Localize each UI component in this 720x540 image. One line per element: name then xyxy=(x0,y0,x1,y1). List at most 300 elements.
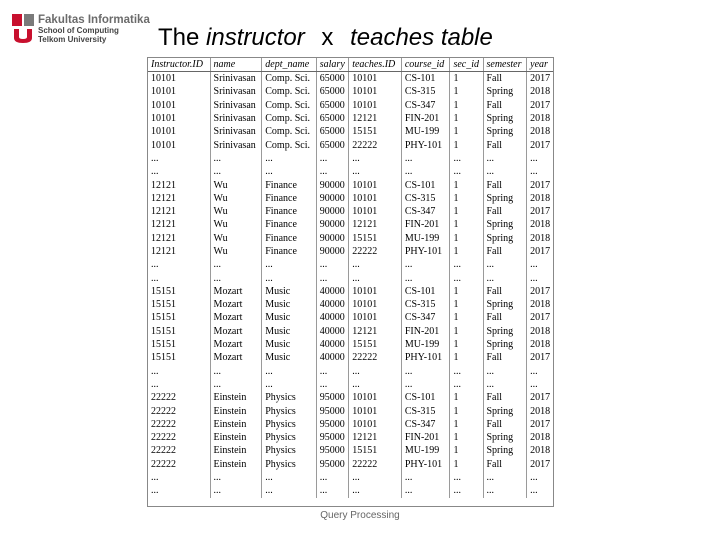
table-cell: 22222 xyxy=(148,418,210,431)
table-cell: Einstein xyxy=(210,418,262,431)
table-cell: ... xyxy=(401,258,450,271)
table-cell: Comp. Sci. xyxy=(262,138,317,151)
table-cell: 15151 xyxy=(349,125,402,138)
column-header: sec_id xyxy=(450,58,483,72)
table-cell: ... xyxy=(262,258,317,271)
table-cell: ... xyxy=(210,471,262,484)
table-cell: Einstein xyxy=(210,444,262,457)
table-cell: Wu xyxy=(210,232,262,245)
table-cell: Music xyxy=(262,298,317,311)
table-cell: 15151 xyxy=(148,338,210,351)
table-cell: ... xyxy=(349,365,402,378)
column-header: dept_name xyxy=(262,58,317,72)
table-cell: Mozart xyxy=(210,311,262,324)
table-cell: 2018 xyxy=(530,299,551,311)
table-cell: Srinivasan xyxy=(210,99,262,112)
title-cross-symbol: x xyxy=(321,24,334,51)
table-cell: 65000 xyxy=(316,99,348,112)
table-row xyxy=(148,311,553,324)
table-cell: ... xyxy=(450,471,483,484)
table-row xyxy=(148,271,553,284)
table-cell: Fall xyxy=(483,311,527,324)
table-cell: 22222 xyxy=(148,458,210,471)
table-cell: 12121 xyxy=(148,205,210,218)
table-cell: 95000 xyxy=(316,404,348,417)
table-row xyxy=(148,404,553,417)
table-cell: Fall xyxy=(483,245,527,258)
table-cell: ... xyxy=(148,471,210,484)
table-cell: 2017 xyxy=(530,312,551,324)
university-logo xyxy=(8,8,158,50)
table-cell: 1 xyxy=(450,72,483,86)
table-cell: 1 xyxy=(450,391,483,404)
table-cell: MU-199 xyxy=(401,232,450,245)
table-cell: 1 xyxy=(450,285,483,298)
table-cell: ... xyxy=(349,258,402,271)
table-cell: ... xyxy=(530,166,538,178)
table-cell: FIN-201 xyxy=(401,325,450,338)
table-cell: 2017 xyxy=(530,206,551,218)
table-cell: 10101 xyxy=(349,205,402,218)
table-cell: 2017 xyxy=(530,285,551,297)
table-row xyxy=(148,85,553,98)
table-cell: ... xyxy=(262,365,317,378)
table-row xyxy=(148,72,553,86)
table-cell: CS-315 xyxy=(401,298,450,311)
table-cell: ... xyxy=(530,152,538,164)
table-cell: 1 xyxy=(450,178,483,191)
table-cell: 22222 xyxy=(349,458,402,471)
table-cell: 15151 xyxy=(349,338,402,351)
table-cell: 10101 xyxy=(349,298,402,311)
table-cell: Physics xyxy=(262,404,317,417)
table-cell: Spring xyxy=(483,125,527,138)
table-cell: 1 xyxy=(450,431,483,444)
table-cell: ... xyxy=(483,365,527,378)
table-cell: 22222 xyxy=(148,444,210,457)
table-cell: 12121 xyxy=(148,192,210,205)
table-cell: Einstein xyxy=(210,458,262,471)
column-header: name xyxy=(210,58,262,72)
table-cell: 22222 xyxy=(148,404,210,417)
table-cell: ... xyxy=(210,271,262,284)
table-cell: 1 xyxy=(450,311,483,324)
logo-school-name: School of Computing xyxy=(38,25,119,35)
table-cell: Spring xyxy=(483,431,527,444)
table-row xyxy=(148,178,553,191)
table-cell: FIN-201 xyxy=(401,112,450,125)
table-row xyxy=(148,444,553,457)
table-cell: 12121 xyxy=(148,178,210,191)
table-cell: Music xyxy=(262,325,317,338)
table-row xyxy=(148,232,553,245)
table-row xyxy=(148,298,553,311)
table-row xyxy=(148,378,553,391)
table-cell: 1 xyxy=(450,298,483,311)
table-cell: 10101 xyxy=(349,178,402,191)
table-cell: Physics xyxy=(262,444,317,457)
table-cell: 65000 xyxy=(316,85,348,98)
table-cell: 90000 xyxy=(316,245,348,258)
table-cell: 90000 xyxy=(316,192,348,205)
table-cell: ... xyxy=(148,165,210,178)
table-cell: 1 xyxy=(450,125,483,138)
table-cell: 1 xyxy=(450,138,483,151)
table-cell: Spring xyxy=(483,218,527,231)
table-cell: 12121 xyxy=(349,325,402,338)
table-cell: 10101 xyxy=(349,418,402,431)
table-cell: 2017 xyxy=(530,458,551,470)
table-cell: PHY-101 xyxy=(401,351,450,364)
table-cell: Music xyxy=(262,285,317,298)
table-cell: ... xyxy=(262,165,317,178)
table-row xyxy=(148,192,553,205)
table-cell: 40000 xyxy=(316,311,348,324)
table-cell: 40000 xyxy=(316,285,348,298)
table-body xyxy=(148,72,553,498)
table-cell: 1 xyxy=(450,112,483,125)
table-cell: 95000 xyxy=(316,431,348,444)
table-cell: Finance xyxy=(262,192,317,205)
table-cell: ... xyxy=(349,271,402,284)
table-cell: 65000 xyxy=(316,72,348,86)
table-cell: MU-199 xyxy=(401,444,450,457)
table-cell: Wu xyxy=(210,218,262,231)
table-cell: CS-347 xyxy=(401,99,450,112)
table-cell: Spring xyxy=(483,85,527,98)
table-cell: ... xyxy=(349,378,402,391)
table-cell: 22222 xyxy=(148,431,210,444)
table-cell: 22222 xyxy=(148,391,210,404)
table-cell: 40000 xyxy=(316,351,348,364)
table-cell: 95000 xyxy=(316,458,348,471)
telkom-logo-icon xyxy=(12,14,34,44)
table-row xyxy=(148,165,553,178)
table-cell: 15151 xyxy=(148,298,210,311)
table-cell: ... xyxy=(483,165,527,178)
table-cell: Spring xyxy=(483,192,527,205)
table-cell: 22222 xyxy=(349,245,402,258)
table-cell: ... xyxy=(401,378,450,391)
table-cell: ... xyxy=(349,152,402,165)
table-cell: 1 xyxy=(450,99,483,112)
table-cell: 10101 xyxy=(349,285,402,298)
table-cell: ... xyxy=(401,484,450,497)
table-cell: 10101 xyxy=(148,72,210,86)
table-cell: 12121 xyxy=(148,218,210,231)
table-cell: 40000 xyxy=(316,338,348,351)
table-row xyxy=(148,99,553,112)
table-cell: 10101 xyxy=(148,85,210,98)
table-row xyxy=(148,205,553,218)
table-cell: ... xyxy=(483,378,527,391)
table-cell: Spring xyxy=(483,298,527,311)
table-cell: 10101 xyxy=(349,72,402,86)
table-cell: ... xyxy=(530,472,538,484)
table-cell: ... xyxy=(210,378,262,391)
table-cell: ... xyxy=(450,165,483,178)
table-cell: 12121 xyxy=(148,232,210,245)
table-row xyxy=(148,471,553,484)
table-cell: 15151 xyxy=(148,285,210,298)
table-cell: Srinivasan xyxy=(210,125,262,138)
table-cell: Fall xyxy=(483,351,527,364)
table-cell: 95000 xyxy=(316,391,348,404)
table-cell: ... xyxy=(148,258,210,271)
table-cell: ... xyxy=(316,378,348,391)
table-cell: Srinivasan xyxy=(210,112,262,125)
table-cell: ... xyxy=(316,152,348,165)
table-cell: 2017 xyxy=(530,418,551,430)
title-the: The xyxy=(158,24,200,51)
table-cell: ... xyxy=(210,484,262,497)
table-cell: Finance xyxy=(262,205,317,218)
table-cell: Srinivasan xyxy=(210,72,262,86)
table-cell: ... xyxy=(349,484,402,497)
table-row xyxy=(148,365,553,378)
table-cell: Einstein xyxy=(210,391,262,404)
table-cell: 90000 xyxy=(316,205,348,218)
table-cell: CS-347 xyxy=(401,418,450,431)
table-cell: Einstein xyxy=(210,431,262,444)
table-cell: Physics xyxy=(262,431,317,444)
table-row xyxy=(148,125,553,138)
table-cell: CS-101 xyxy=(401,178,450,191)
table-cell: ... xyxy=(530,378,538,390)
table-row xyxy=(148,484,553,497)
table-cell: ... xyxy=(483,271,527,284)
table-cell: ... xyxy=(450,365,483,378)
table-cell: ... xyxy=(316,365,348,378)
table-cell: 1 xyxy=(450,232,483,245)
table-cell: 1 xyxy=(450,444,483,457)
table-cell: ... xyxy=(148,271,210,284)
table-cell: 10101 xyxy=(349,391,402,404)
table-cell: 12121 xyxy=(148,245,210,258)
table-header-row xyxy=(148,58,553,72)
table-cell: Spring xyxy=(483,325,527,338)
table-cell: 22222 xyxy=(349,351,402,364)
table-cell: Spring xyxy=(483,404,527,417)
table-cell: Physics xyxy=(262,391,317,404)
table-cell: Physics xyxy=(262,418,317,431)
table-cell: Fall xyxy=(483,458,527,471)
footer-label: Query Processing xyxy=(320,510,400,521)
table-cell: 1 xyxy=(450,418,483,431)
table-cell: Comp. Sci. xyxy=(262,112,317,125)
table-cell: ... xyxy=(210,365,262,378)
table-cell: Fall xyxy=(483,285,527,298)
table-cell: 10101 xyxy=(148,112,210,125)
table-cell: 2018 xyxy=(530,219,551,231)
table-cell: ... xyxy=(148,365,210,378)
table-cell: 1 xyxy=(450,205,483,218)
table-cell: 15151 xyxy=(148,325,210,338)
table-cell: 12121 xyxy=(349,431,402,444)
table-cell: Wu xyxy=(210,205,262,218)
table-cell: Wu xyxy=(210,245,262,258)
table-cell: 2018 xyxy=(530,339,551,351)
table-cell: 1 xyxy=(450,338,483,351)
table-cell: 2017 xyxy=(530,99,551,111)
table-cell: 65000 xyxy=(316,138,348,151)
table-cell: CS-347 xyxy=(401,311,450,324)
table-cell: ... xyxy=(316,471,348,484)
table-cell: 65000 xyxy=(316,112,348,125)
table-cell: 2017 xyxy=(530,179,551,191)
table-cell: 95000 xyxy=(316,418,348,431)
table-cell: Mozart xyxy=(210,298,262,311)
table-cell: Music xyxy=(262,311,317,324)
column-header: Instructor.ID xyxy=(148,58,210,72)
table-cell: ... xyxy=(262,484,317,497)
table-cell: 10101 xyxy=(349,85,402,98)
table-cell: 12121 xyxy=(349,218,402,231)
table-cell: ... xyxy=(530,365,538,377)
table-cell: 1 xyxy=(450,245,483,258)
table-cell: Fall xyxy=(483,205,527,218)
table-cell: Fall xyxy=(483,99,527,112)
table-cell: ... xyxy=(401,165,450,178)
table-cell: PHY-101 xyxy=(401,245,450,258)
table-cell: ... xyxy=(401,471,450,484)
table-cell: Mozart xyxy=(210,351,262,364)
table-cell: ... xyxy=(316,258,348,271)
table-cell: 1 xyxy=(450,218,483,231)
table-cell: ... xyxy=(316,271,348,284)
logo-university-name: Telkom University xyxy=(38,34,107,44)
table-cell: Fall xyxy=(483,418,527,431)
table-cell: 2018 xyxy=(530,126,551,138)
table-cell: Finance xyxy=(262,232,317,245)
table-cell: MU-199 xyxy=(401,338,450,351)
title-teaches: teaches xyxy=(350,24,435,51)
table-cell: 90000 xyxy=(316,232,348,245)
table-cell: 2018 xyxy=(530,405,551,417)
table-cell: 1 xyxy=(450,325,483,338)
table-cell: 1 xyxy=(450,192,483,205)
table-cell: 22222 xyxy=(349,138,402,151)
column-header: course_id xyxy=(401,58,450,72)
table-cell: CS-101 xyxy=(401,285,450,298)
table-cell: 2018 xyxy=(530,325,551,337)
table-row xyxy=(148,431,553,444)
table-cell: FIN-201 xyxy=(401,218,450,231)
table-cell: Music xyxy=(262,351,317,364)
table-cell: 2017 xyxy=(530,246,551,257)
table-cell: Einstein xyxy=(210,404,262,417)
table-cell: ... xyxy=(349,471,402,484)
table-cell: 10101 xyxy=(148,99,210,112)
table-cell: ... xyxy=(262,152,317,165)
table-cell: Fall xyxy=(483,138,527,151)
table-cell: Comp. Sci. xyxy=(262,125,317,138)
table-cell: Finance xyxy=(262,245,317,258)
table-cell: CS-315 xyxy=(401,404,450,417)
table-cell: ... xyxy=(530,485,538,497)
table-row xyxy=(148,112,553,125)
table-cell: 15151 xyxy=(349,444,402,457)
table-cell: 10101 xyxy=(349,192,402,205)
table-cell: Mozart xyxy=(210,285,262,298)
table-cell: Mozart xyxy=(210,338,262,351)
table-cell: FIN-201 xyxy=(401,431,450,444)
table-cell: Fall xyxy=(483,72,527,86)
table-cell: ... xyxy=(401,152,450,165)
table-cell: ... xyxy=(450,484,483,497)
table-cell: Spring xyxy=(483,232,527,245)
table-cell: ... xyxy=(401,365,450,378)
table-cell: 10101 xyxy=(349,404,402,417)
title-instructor: instructor xyxy=(206,24,305,51)
table-cell: 15151 xyxy=(148,311,210,324)
table-cell: ... xyxy=(148,484,210,497)
table-cell: 90000 xyxy=(316,178,348,191)
table-row xyxy=(148,245,553,258)
table-cell: CS-347 xyxy=(401,205,450,218)
table-cell: ... xyxy=(262,471,317,484)
table-cell: Spring xyxy=(483,338,527,351)
table-cell: Wu xyxy=(210,178,262,191)
table-cell: PHY-101 xyxy=(401,458,450,471)
table-cell: 2017 xyxy=(530,352,551,364)
table-cell: ... xyxy=(483,484,527,497)
slide-title xyxy=(158,24,493,52)
table-cell: ... xyxy=(210,152,262,165)
table-cell: 1 xyxy=(450,351,483,364)
table-cell: Music xyxy=(262,338,317,351)
column-header: year xyxy=(527,58,553,72)
table-row xyxy=(148,391,553,404)
table-cell: ... xyxy=(148,152,210,165)
table-cell: Srinivasan xyxy=(210,138,262,151)
table-cell: MU-199 xyxy=(401,125,450,138)
table-row xyxy=(148,458,553,471)
table-cell: ... xyxy=(316,165,348,178)
table-cell: ... xyxy=(450,152,483,165)
table-cell: ... xyxy=(483,258,527,271)
table-cell: CS-315 xyxy=(401,192,450,205)
table-cell: 15151 xyxy=(148,351,210,364)
table-cell: Comp. Sci. xyxy=(262,72,317,86)
table-cell: 40000 xyxy=(316,325,348,338)
table-cell: 2018 xyxy=(530,192,551,204)
table-cell: Fall xyxy=(483,391,527,404)
table-cell: CS-101 xyxy=(401,391,450,404)
table-cell: ... xyxy=(262,378,317,391)
logo-faculty-name: Fakultas Informatika xyxy=(38,14,150,26)
table-cell: Finance xyxy=(262,178,317,191)
table-cell: Comp. Sci. xyxy=(262,85,317,98)
table-row xyxy=(148,285,553,298)
table-cell: ... xyxy=(210,258,262,271)
table-row xyxy=(148,218,553,231)
table-cell: 10101 xyxy=(349,311,402,324)
cartesian-product-table xyxy=(147,57,554,507)
column-header: salary xyxy=(316,58,348,72)
table-cell: 2018 xyxy=(530,445,551,457)
table-row xyxy=(148,325,553,338)
table-cell: 2017 xyxy=(530,139,551,151)
table-row xyxy=(148,418,553,431)
table-cell: ... xyxy=(450,378,483,391)
table-cell: 12121 xyxy=(349,112,402,125)
table-cell: Spring xyxy=(483,444,527,457)
table-cell: 15151 xyxy=(349,232,402,245)
table-cell: 2018 xyxy=(530,86,551,98)
table-cell: ... xyxy=(450,258,483,271)
table-cell: 10101 xyxy=(349,99,402,112)
